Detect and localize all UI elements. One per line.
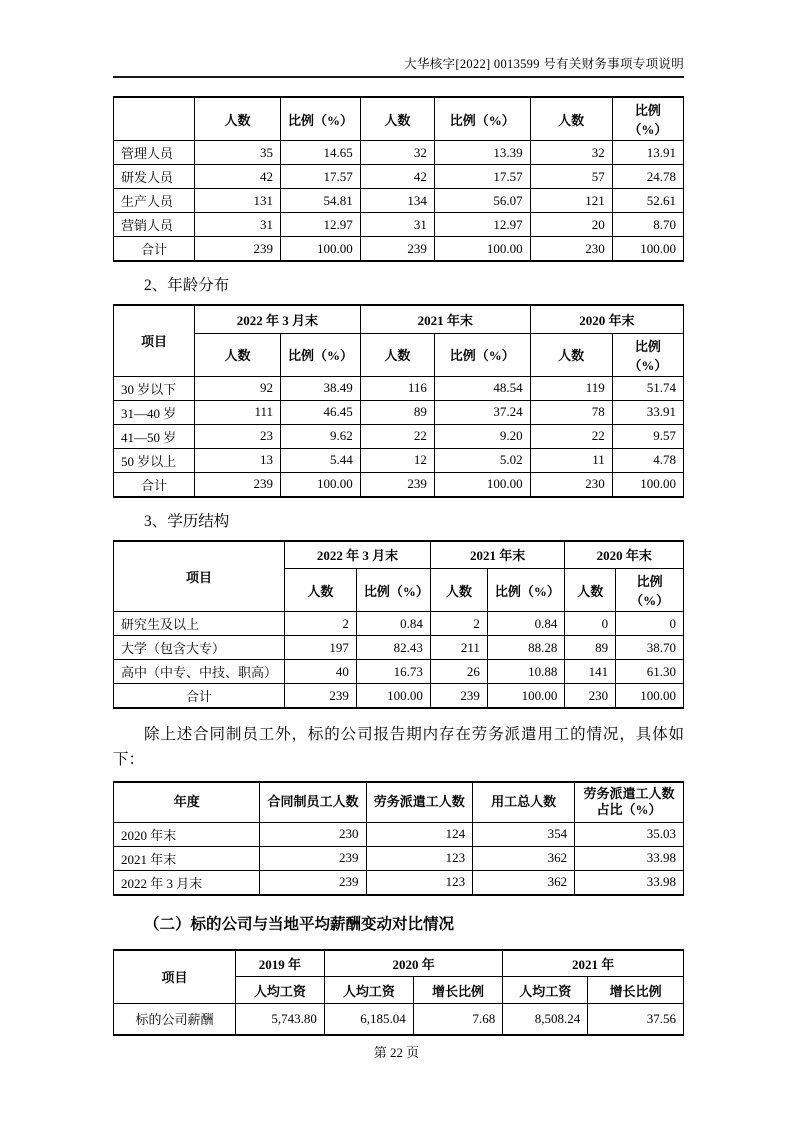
col-header: 比例（%）: [487, 569, 565, 612]
value-cell: 46.45: [281, 400, 361, 424]
col-header: 比例（%）: [616, 569, 684, 612]
table-row: [114, 424, 684, 448]
value-cell: 2: [285, 612, 357, 636]
value-cell: 7.68: [413, 1004, 502, 1035]
col-header: 人数: [360, 333, 434, 376]
value-cell: 14.65: [281, 141, 361, 165]
value-cell: 111: [194, 400, 280, 424]
value-cell: 38.70: [616, 636, 684, 660]
value-cell: 12.97: [434, 213, 530, 237]
table-header-row: [114, 97, 684, 141]
value-cell: 51.74: [612, 376, 683, 400]
col-header: 比例（%）: [434, 333, 530, 376]
table-header-row: [114, 541, 684, 569]
value-cell: 38.49: [281, 376, 361, 400]
table-row: [114, 165, 684, 189]
value-cell: 100.00: [487, 684, 565, 709]
value-cell: 0: [565, 612, 616, 636]
value-cell: 100.00: [281, 237, 361, 262]
col-header: 增长比例: [413, 977, 502, 1004]
section-heading-salary-comparison: （二）标的公司与当地平均薪酬变动对比情况: [144, 915, 455, 933]
table-row: [114, 213, 684, 237]
value-cell: 11: [530, 448, 612, 472]
value-cell: 33.98: [575, 870, 684, 895]
col-header: 比例（%）: [281, 333, 361, 376]
staff-structure-table: [113, 96, 684, 262]
table-row: [114, 660, 684, 684]
value-cell: 88.28: [487, 636, 565, 660]
row-label: 大学（包含大专）: [114, 636, 285, 660]
col-header: 比例（%）: [434, 97, 530, 141]
doc-header-text: 大华核字[2022] 0013599 号有关财务事项专项说明: [404, 57, 684, 71]
value-cell: 100.00: [281, 472, 361, 497]
value-cell: 57: [530, 165, 612, 189]
year-header: 2019 年: [235, 950, 324, 977]
period-header: 2022 年 3 月末: [285, 541, 431, 569]
row-label: 研究生及以上: [114, 612, 285, 636]
age-distribution-table: [113, 304, 684, 498]
value-cell: 197: [285, 636, 357, 660]
period-header: 2021 年末: [360, 305, 530, 333]
value-cell: 42: [360, 165, 434, 189]
table-header-row: [114, 305, 684, 333]
value-cell: 121: [530, 189, 612, 213]
value-cell: 12.97: [281, 213, 361, 237]
value-cell: 35: [194, 141, 280, 165]
col-header: 比例（%）: [281, 97, 361, 141]
col-header: 人数: [565, 569, 616, 612]
value-cell: 17.57: [281, 165, 361, 189]
table-row: [114, 376, 684, 400]
value-cell: 89: [360, 400, 434, 424]
salary-comparison-table: [113, 949, 684, 1036]
value-cell: 362: [473, 846, 575, 870]
value-cell: 354: [473, 822, 575, 846]
value-cell: 23: [194, 424, 280, 448]
value-cell: 5,743.80: [235, 1004, 324, 1035]
value-cell: 40: [285, 660, 357, 684]
row-label: 研发人员: [114, 165, 195, 189]
col-header: 增长比例: [588, 977, 684, 1004]
value-cell: 35.03: [575, 822, 684, 846]
table-row: [114, 636, 684, 660]
col-header: 人均工资: [235, 977, 324, 1004]
table-row: [114, 141, 684, 165]
col-header: 人数: [194, 333, 280, 376]
col-header: 人数: [530, 333, 612, 376]
period-header: 2022 年 3 月末: [194, 305, 360, 333]
period-header: 2020 年末: [565, 541, 684, 569]
value-cell: 6,185.04: [324, 1004, 413, 1035]
value-cell: 0: [616, 612, 684, 636]
dispatch-note-paragraph: 除上述合同制员工外，标的公司报告期内存在劳务派遣用工的情况，具体如下：: [113, 726, 684, 768]
value-cell: 100.00: [612, 237, 683, 262]
value-cell: 100.00: [434, 472, 530, 497]
value-cell: 13: [194, 448, 280, 472]
row-label: 31—40 岁: [114, 400, 195, 424]
col-header: 合同制员工人数: [260, 782, 366, 822]
row-label: 50 岁以上: [114, 448, 195, 472]
value-cell: 89: [565, 636, 616, 660]
value-cell: 123: [366, 870, 473, 895]
value-cell: 230: [565, 684, 616, 709]
col-header: 项目: [114, 541, 285, 612]
value-cell: 134: [360, 189, 434, 213]
value-cell: 131: [194, 189, 280, 213]
section-title-age: 2、年龄分布: [144, 277, 230, 294]
value-cell: 9.57: [612, 424, 683, 448]
table-total-row: [114, 237, 684, 262]
value-cell: 13.91: [612, 141, 683, 165]
value-cell: 239: [194, 237, 280, 262]
row-label: 合计: [114, 472, 195, 497]
col-header: 项目: [114, 305, 195, 376]
value-cell: 2: [430, 612, 487, 636]
table-row: [114, 870, 684, 895]
value-cell: 8.70: [612, 213, 683, 237]
col-header: 人数: [194, 97, 280, 141]
value-cell: 42: [194, 165, 280, 189]
value-cell: 116: [360, 376, 434, 400]
value-cell: 230: [530, 472, 612, 497]
value-cell: 8,508.24: [503, 1004, 588, 1035]
row-label: 30 岁以下: [114, 376, 195, 400]
value-cell: 100.00: [356, 684, 430, 709]
value-cell: 78: [530, 400, 612, 424]
table-row: [114, 846, 684, 870]
value-cell: 54.81: [281, 189, 361, 213]
value-cell: 37.56: [588, 1004, 684, 1035]
row-label: 合计: [114, 684, 285, 709]
section-title-education: 3、学历结构: [144, 512, 230, 530]
col-header: 用工总人数: [473, 782, 575, 822]
col-header: 年度: [114, 782, 260, 822]
value-cell: 239: [360, 237, 434, 262]
period-header: 2020 年末: [530, 305, 683, 333]
value-cell: 13.39: [434, 141, 530, 165]
value-cell: 26: [430, 660, 487, 684]
education-structure-table: [113, 540, 684, 710]
value-cell: 33.98: [575, 846, 684, 870]
col-header: 人数: [285, 569, 357, 612]
value-cell: 239: [194, 472, 280, 497]
col-header: 劳务派遣工人数: [366, 782, 473, 822]
table-row: [114, 1004, 684, 1035]
value-cell: 239: [430, 684, 487, 709]
value-cell: 230: [530, 237, 612, 262]
value-cell: 31: [360, 213, 434, 237]
table-subheader-row: [114, 333, 684, 376]
row-label: 营销人员: [114, 213, 195, 237]
value-cell: 119: [530, 376, 612, 400]
value-cell: 82.43: [356, 636, 430, 660]
value-cell: 0.84: [487, 612, 565, 636]
value-cell: 48.54: [434, 376, 530, 400]
period-header: 2021 年末: [430, 541, 565, 569]
value-cell: 32: [360, 141, 434, 165]
value-cell: 12: [360, 448, 434, 472]
table-row: [114, 612, 684, 636]
value-cell: 123: [366, 846, 473, 870]
value-cell: 141: [565, 660, 616, 684]
row-label: 2021 年末: [114, 846, 260, 870]
value-cell: 56.07: [434, 189, 530, 213]
value-cell: 362: [473, 870, 575, 895]
value-cell: 10.88: [487, 660, 565, 684]
page-content: [113, 0, 684, 1036]
value-cell: 4.78: [612, 448, 683, 472]
col-header: 比例（%）: [356, 569, 430, 612]
value-cell: 230: [260, 822, 366, 846]
col-header: 人均工资: [324, 977, 413, 1004]
value-cell: 17.57: [434, 165, 530, 189]
value-cell: 16.73: [356, 660, 430, 684]
value-cell: 5.02: [434, 448, 530, 472]
row-label: 2022 年 3 月末: [114, 870, 260, 895]
row-label: 合计: [114, 237, 195, 262]
row-label: 高中（中专、中技、职高）: [114, 660, 285, 684]
value-cell: 52.61: [612, 189, 683, 213]
col-header: 比例（%）: [612, 333, 683, 376]
value-cell: 5.44: [281, 448, 361, 472]
value-cell: 100.00: [612, 472, 683, 497]
table-row: [114, 822, 684, 846]
col-header: 比例（%）: [612, 97, 683, 141]
col-header: 人均工资: [503, 977, 588, 1004]
value-cell: 239: [360, 472, 434, 497]
value-cell: 211: [430, 636, 487, 660]
col-header: 人数: [530, 97, 612, 141]
table-header-row: [114, 950, 684, 977]
table-total-row: [114, 684, 684, 709]
value-cell: 32: [530, 141, 612, 165]
value-cell: 100.00: [434, 237, 530, 262]
table-total-row: [114, 472, 684, 497]
col-header: 劳务派遣工人数占比（%）: [575, 782, 684, 822]
value-cell: 24.78: [612, 165, 683, 189]
page-footer: 第 22 页: [373, 1045, 420, 1060]
value-cell: 239: [260, 870, 366, 895]
value-cell: 239: [285, 684, 357, 709]
value-cell: 22: [360, 424, 434, 448]
labor-dispatch-table: [113, 781, 684, 896]
table-header-row: [114, 782, 684, 822]
value-cell: 0.84: [356, 612, 430, 636]
table-row: [114, 400, 684, 424]
value-cell: 239: [260, 846, 366, 870]
row-label: 41—50 岁: [114, 424, 195, 448]
year-header: 2020 年: [324, 950, 502, 977]
row-label: 管理人员: [114, 141, 195, 165]
value-cell: 37.24: [434, 400, 530, 424]
value-cell: 9.62: [281, 424, 361, 448]
year-header: 2021 年: [503, 950, 684, 977]
value-cell: 22: [530, 424, 612, 448]
col-header: 人数: [430, 569, 487, 612]
table-row: [114, 189, 684, 213]
value-cell: 61.30: [616, 660, 684, 684]
value-cell: 100.00: [616, 684, 684, 709]
value-cell: 124: [366, 822, 473, 846]
row-label: 2020 年末: [114, 822, 260, 846]
value-cell: 33.91: [612, 400, 683, 424]
row-label: 标的公司薪酬: [114, 1004, 236, 1035]
col-header: 项目: [114, 950, 236, 1004]
value-cell: 31: [194, 213, 280, 237]
value-cell: 20: [530, 213, 612, 237]
value-cell: 92: [194, 376, 280, 400]
table-row: [114, 448, 684, 472]
value-cell: 9.20: [434, 424, 530, 448]
row-label: 生产人员: [114, 189, 195, 213]
blank-header-cell: [114, 97, 195, 141]
page-header: [113, 54, 684, 78]
col-header: 人数: [360, 97, 434, 141]
